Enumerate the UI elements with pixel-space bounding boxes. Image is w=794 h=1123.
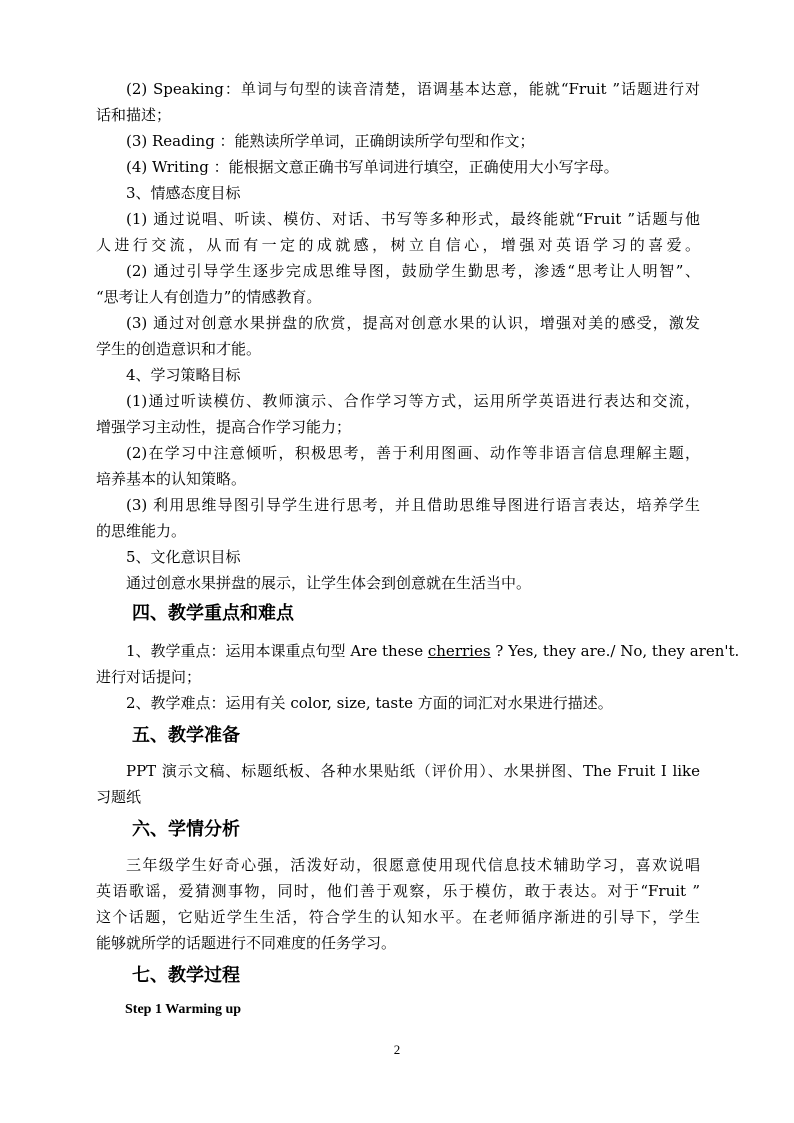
key-point-underlined-word: cherries — [427, 642, 491, 660]
difficult-point: 2、教学难点：运用有关 color, size, taste 方面的词汇对水果进行描述。 — [126, 694, 613, 712]
analysis-line-3: 这个话题，它贴近学生生活，符合学生的认知水平。在老师循序渐进的引导下，学生 — [96, 908, 700, 926]
analysis-line-1: 三年级学生好奇心强，活泼好动，很愿意使用现代信息技术辅助学习，喜欢说唱 — [126, 856, 700, 874]
emotion-item-2-cont: “思考让人有创造力”的情感教育。 — [96, 288, 322, 306]
emotion-item-2: (2) 通过引导学生逐步完成思维导图，鼓励学生勤思考，渗透“思考让人明智”、 — [126, 262, 700, 280]
strategy-item-3-cont: 的思维能力。 — [96, 522, 187, 540]
key-point-text-end: ? Yes, they are./ No, they aren't. — [490, 642, 740, 660]
emotion-item-1-cont: 人进行交流，从而有一定的成就感，树立自信心，增强对英语学习的喜爱。 — [96, 236, 700, 254]
emotion-item-3-cont: 学生的创造意识和才能。 — [96, 340, 262, 358]
preparation-text-cont: 习题纸 — [96, 788, 142, 806]
strategy-item-2: (2)在学习中注意倾听，积极思考，善于利用图画、动作等非语言信息理解主题， — [126, 444, 700, 462]
subheading-strategy: 4、学习策略目标 — [126, 366, 241, 384]
section-heading-process: 七、教学过程 — [132, 965, 240, 986]
objective-speaking-cont: 话和描述； — [96, 106, 172, 124]
analysis-line-2: 英语歌谣，爱猜测事物，同时，他们善于观察，乐于模仿，敢于表达。对于“Fruit ” — [96, 882, 700, 900]
key-point — [126, 638, 740, 664]
objective-speaking: (2) Speaking：单词与句型的读音清楚，语调基本达意，能就“Fruit ”话题进行对 — [126, 80, 700, 98]
section-heading-analysis: 六、学情分析 — [132, 819, 240, 840]
strategy-item-1-cont: 增强学习主动性，提高合作学习能力； — [96, 418, 352, 436]
objective-reading: (3) Reading ：能熟读所学单词，正确朗读所学句型和作文； — [126, 132, 535, 150]
emotion-item-3: (3) 通过对创意水果拼盘的欣赏，提高对创意水果的认识，增强对美的感受，激发 — [126, 314, 700, 332]
preparation-text: PPT 演示文稿、标题纸板、各种水果贴纸（评价用）、水果拼图、The Fruit I like — [126, 762, 700, 780]
subheading-culture: 5、文化意识目标 — [126, 548, 241, 566]
analysis-line-4: 能够就所学的话题进行不同难度的任务学习。 — [96, 934, 397, 952]
key-point-cont: 进行对话提问； — [96, 668, 202, 686]
strategy-item-1: (1)通过听读模仿、教师演示、合作学习等方式，运用所学英语进行表达和交流， — [126, 392, 700, 410]
culture-item: 通过创意水果拼盘的展示，让学生体会到创意就在生活当中。 — [126, 574, 532, 592]
step-heading: Step 1 Warming up — [125, 1002, 242, 1017]
objective-writing: (4) Writing ：能根据文意正确书写单词进行填空，正确使用大小写字母。 — [126, 158, 619, 176]
section-heading-preparation: 五、教学准备 — [132, 725, 240, 746]
page-number: 2 — [393, 1042, 401, 1057]
emotion-item-1: (1) 通过说唱、听读、模仿、对话、书写等多种形式，最终能就“Fruit ”话题与他 — [126, 210, 700, 228]
subheading-emotion: 3、情感态度目标 — [126, 184, 241, 202]
strategy-item-2-cont: 培养基本的认知策略。 — [96, 470, 247, 488]
strategy-item-3: (3) 利用思维导图引导学生进行思考，并且借助思维导图进行语言表达，培养学生 — [126, 496, 700, 514]
section-heading-key-points: 四、教学重点和难点 — [132, 603, 294, 624]
key-point-text: 1、教学重点：运用本课重点句型 Are these — [126, 642, 428, 660]
